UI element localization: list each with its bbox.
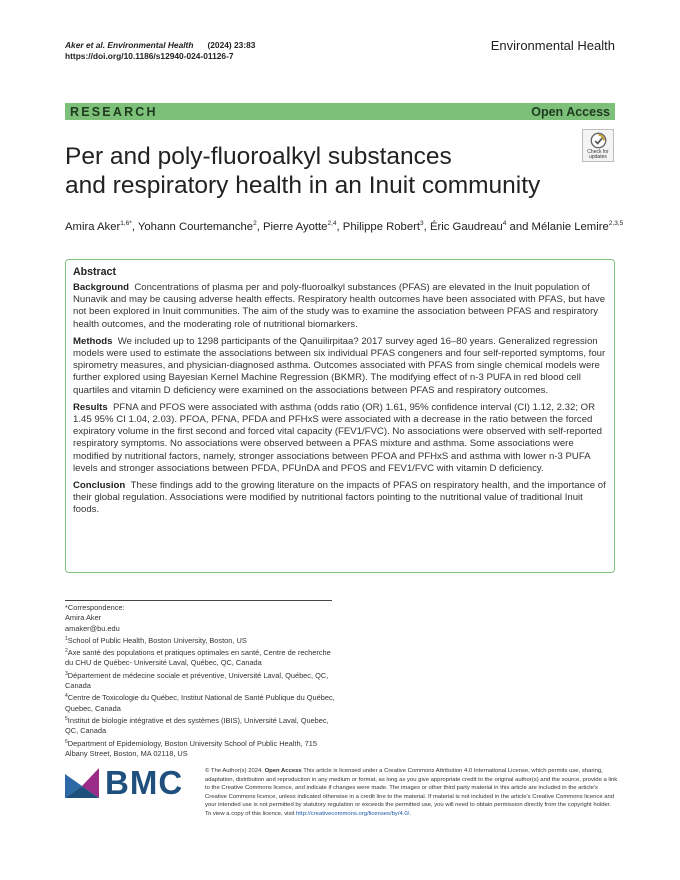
footnote-text: School of Public Health, Boston University, Boston, US [67, 635, 247, 645]
license-link[interactable]: http://creativecommons.org/licenses/by/4.0/ [296, 810, 410, 817]
author-separator: and [506, 221, 532, 233]
section-label: Conclusion [73, 480, 126, 492]
license-body: This article is licensed under a Creative Commons Attribution 4.0 International License, which permits use, sharing, adaptation, distribution and reproduction in any medium or format, as long as you give appropriate credit to the original author(s) and the source, provide a link to the Creative Commons licence, and indicate if changes were made. The images or other third party material in this article are included in the article's Creative Commons licence, unless indicated otherwise in a credit line to the material. If material is not included in the article's Creative Commons licence and your intended use is not permitted by statutory regulation or exceeds the permitted use, you will need to obtain permission directly from the copyright holder. To view a copy of this licence, visit [205, 768, 618, 817]
article-type-label: RESEARCH [70, 104, 158, 119]
section-text: These findings add to the growing literature on the impacts of PFAS on respiratory health, and the importance of their global regulation. Associations were modified by nutritional factors pointing to the nutritional value of traditional Inuit foods. [73, 480, 606, 516]
check-for-updates-icon [590, 132, 607, 149]
title-line: and respiratory health in an Inuit community [65, 172, 541, 199]
author-affiliation: 4 [502, 220, 507, 227]
article-type-band [65, 103, 615, 120]
footnote-text: *Correspondence: [65, 603, 125, 612]
abstract-heading: Abstract [73, 266, 116, 278]
footnotes [65, 603, 335, 759]
author-separator: , [336, 221, 343, 233]
section-label: Background [73, 282, 129, 293]
author-affiliation: 2,4 [327, 220, 337, 227]
doi-link[interactable]: https://doi.org/10.1186/s12940-024-01126-7 [65, 51, 234, 61]
author-affiliation: 2 [253, 220, 257, 227]
footnote-text: Department of Epidemiology, Boston University School of Public Health, 715 Albany Street, Boston, MA 02118, US [65, 738, 318, 758]
footnote-number: 1 [65, 635, 68, 642]
footnote-number: 3 [65, 670, 68, 677]
section-text: We included up to 1298 participants of the Qanuilirpitaa? 2017 survey aged 16–80 years. Generalized regression models were used to estimate the associations between six individual PFAS congeners and four self-reported symptoms, four spirometry measures, and physician-diagnosed asthma. Outcomes associated with PFAS from single chemical models were further explored using Bayesian Kernel Machine Regression (BKMR). The modifying effect of n-3 PUFA in red blood cell quartiles and vitamin D deficiency were examined on the associations between PFAS and respiratory outcomes. [73, 335, 606, 396]
footnote-text: Centre de Toxicologie du Québec, Institut National de Santé Publique du Québec, Quebec, Canada [65, 693, 335, 713]
footnote-entry [65, 669, 335, 692]
author-name[interactable]: Amira Aker [65, 221, 121, 233]
footnote-entry [65, 691, 335, 714]
author-name[interactable]: Pierre Ayotte [262, 221, 328, 233]
footnote-text: Département de médecine sociale et préventive, Université Laval, Québec, QC, Canada [65, 670, 329, 691]
section-text: Concentrations of plasma per and poly-fluoroalkyl substances (PFAS) are elevated in the Inuit population of Nunavik and may be causing adverse health effects. Respiratory health outcomes have been associated with PFAS, but have not been explored in Inuit communities. The aim of the study was to examine the association between PFAS and respiratory health outcomes, and the moderating role of nutritional biomarkers. [73, 282, 606, 330]
abstract-methods [73, 336, 607, 397]
footnote-divider [65, 600, 332, 601]
section-text: PFNA and PFOS were associated with asthma (odds ratio (OR) 1.61, 95% confidence interval (CI) 1.12, 2.32; OR 1.45 95% CI 1.04, 2.03). PFOA, PFNA, PFDA and PFHxS were associated with a decrease in the ratio between the forced expiratory volume in the first second and forced vital capacity (FEV1/FVC). No associations were observed with self-reported respiratory symptoms. No associations were observed between a PFAS mixture and asthma. Some associations were modified by nutritional factors, namely, stronger associations between PFOA and PFHxS and asthma with lower n-3 PUFA levels and stronger associations between PFDA, PFUnDA and PFOS and FEV1/FVC with vitamin D deficiency. [73, 401, 602, 474]
license-statement: © The Author(s) 2024. Open Access This article is licensed under a Creative Commons Attribution 4.0 International License, which permits use, sharing, adaptation, distribution and reproduction in any medium or format, as long as you give appropriate credit to the original author(s) and the source, provide a link to the Creative Commons licence, and indicate if changes were made. The images or other third party material in this article are included in the article's Creative Commons licence, unless indicated otherwise in a credit line to the material. If material is not included in the article's Creative Commons licence and your intended use is not permitted by statutory regulation or exceeds the permitted use, you will need to obtain permission directly from the copyright holder. To view a copy of this licence, visit http://creativecommons.org/licenses/by/4.0/. [205, 768, 618, 817]
abstract-conclusion [73, 480, 607, 517]
title-line: Per and poly-fluoroalkyl substances [65, 143, 452, 170]
article-title [65, 142, 585, 200]
author-separator: , [256, 221, 263, 233]
footnote-number: 6 [65, 738, 68, 745]
journal-short-name: Aker et al. Environmental Health [65, 40, 194, 50]
footnote-entry [65, 714, 335, 737]
author-affiliation: 2,3,5 [608, 220, 624, 227]
section-label: Results [73, 401, 108, 413]
footnote-entry [65, 737, 335, 760]
footnote-entry [65, 646, 335, 669]
abstract-results [73, 402, 607, 475]
footnote-number: 5 [65, 715, 68, 722]
section-label: Methods [73, 335, 113, 347]
author-list [65, 220, 625, 233]
running-header-citation [65, 40, 255, 62]
footnote-entry [65, 624, 335, 634]
author-affiliation: 3 [420, 220, 424, 227]
footnote-text[interactable]: amaker@bu.edu [65, 623, 120, 633]
author-separator: , [131, 221, 138, 233]
open-access-label-license: Open Access [264, 768, 302, 774]
footnote-entry [65, 603, 335, 613]
author-name[interactable]: Éric Gaudreau [429, 221, 503, 233]
footnote-text: Institut de biologie intégrative et des systèmes (IBIS), Université Laval, Quebec, QC, Canada [65, 715, 329, 736]
citation-line [65, 40, 255, 51]
badge-text: Check for updates [587, 149, 609, 160]
year-volume: (2024) 23:83 [207, 40, 256, 50]
bmc-logo [65, 766, 190, 800]
author-name[interactable]: Mélanie Lemire [531, 221, 609, 233]
open-access-label: Open Access [531, 104, 610, 119]
journal-name: Environmental Health [490, 38, 615, 53]
abstract-box [65, 259, 615, 573]
check-for-updates-badge[interactable] [582, 129, 614, 162]
footnote-number: 4 [65, 693, 68, 700]
bmc-mark-icon [65, 768, 99, 798]
author-name[interactable]: Philippe Robert [342, 221, 421, 233]
abstract-background [73, 282, 607, 331]
author-affiliation: 1,6* [120, 220, 132, 227]
footnote-entry [65, 634, 335, 646]
footnote-text: Amira Aker [65, 613, 102, 623]
footnote-entry [65, 613, 335, 623]
author-name[interactable]: Yohann Courtemanche [137, 221, 254, 233]
footnote-number: 2 [65, 648, 68, 655]
bmc-wordmark: BMC [105, 764, 184, 801]
footnote-text: Axe santé des populations et pratiques optimales en santé, Centre de recherche du CHU de Québec- Université Laval, Québec, QC, Canada [65, 648, 331, 668]
copyright: © The Author(s) 2024. [205, 768, 263, 774]
author-separator: , [423, 221, 430, 233]
